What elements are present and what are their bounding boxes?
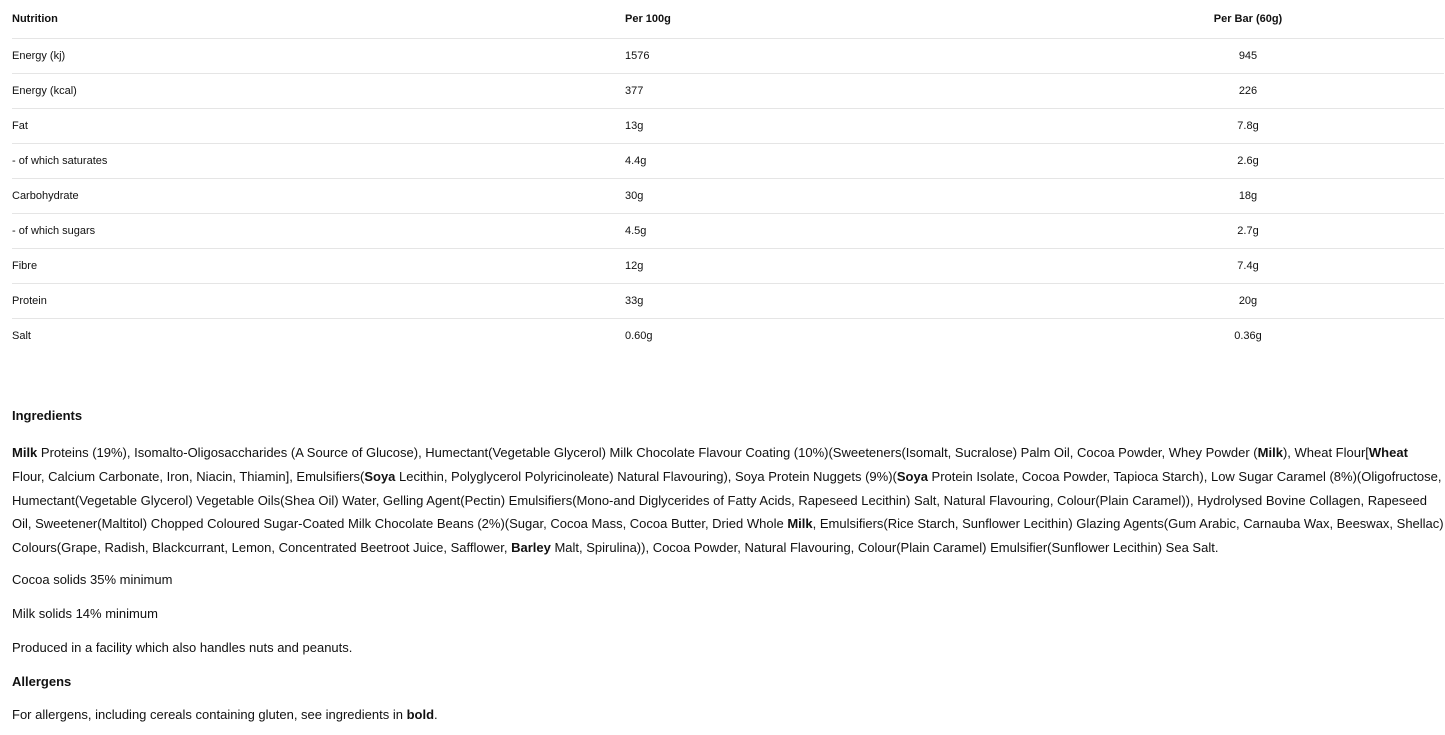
value-per-100g: 12g xyxy=(625,249,1172,284)
header-per-100g: Per 100g xyxy=(625,0,1172,39)
allergen-word: Milk xyxy=(1257,445,1283,460)
nutrient-name: - of which sugars xyxy=(12,214,625,249)
nutrient-name: Fibre xyxy=(12,249,625,284)
ingredient-text: Protein Isolate, Cocoa Powder, Tapioca Starch), Low Sugar Caramel (8%)(Oligofructose, Humectant(Vegetable Glycerol) Vegetable Oils(Shea Oil) Water, Gelling Agent(Pectin) Emulsifiers(Mono-and Diglycerides of Fatty Acids, Rapeseed Lecithin) Salt, Natural Flavouring, Colour(Plain Caramel)), Hydrolysed Bovine Collagen, Rapeseed Oil, Sweetener(Maltitol) Chopped Coloured Sugar-Coated Milk Chocolate Beans (2%)(Sugar, Cocoa Mass, Cocoa Butter, Dried Whole xyxy=(12,468,1442,532)
nutrition-row xyxy=(12,284,1444,319)
value-per-100g: 13g xyxy=(625,109,1172,144)
value-per-bar: 226 xyxy=(1172,74,1324,109)
ingredient-text: Lecithin, Polyglycerol Polyricinoleate) Natural Flavouring), Soya Protein Nuggets (9%)( xyxy=(395,468,897,484)
ingredient-text: Proteins (19%), Isomalto-Oligosaccharides (A Source of Glucose), Humectant(Vegetable Glycerol) Milk Chocolate Flavour Coating (10%)(Sweeteners(Isomalt, Sucralose) Palm Oil, Cocoa Powder, Whey Powder ( xyxy=(37,445,1258,460)
facility-note: Produced in a facility which also handles nuts and peanuts. xyxy=(12,640,353,655)
facility-block xyxy=(12,640,1444,655)
ingredient-text: ), Wheat Flour[ xyxy=(1282,445,1369,460)
ingredient-text: , Emulsifiers(Rice Starch, Sunflower Lecithin) Glazing Agents(Gum Arabic, Carnauba Wax, Beeswax, Shellac) Colours(Grape, Radish, Blackcurrant, Lemon, Concentrated Beetroot Juice, Safflower, xyxy=(12,516,1444,556)
row-spacer xyxy=(1324,319,1444,354)
nutrient-name: Energy (kcal) xyxy=(12,74,625,109)
nutrition-table xyxy=(12,0,1444,353)
nutrition-row xyxy=(12,214,1444,249)
allergens-text-before: For allergens, including cereals containing gluten, see ingredients in xyxy=(12,707,407,722)
value-per-bar: 20g xyxy=(1172,284,1324,319)
value-per-100g: 0.60g xyxy=(625,330,653,342)
product-info-page xyxy=(12,0,1444,722)
row-spacer xyxy=(1324,39,1444,74)
milk-solids-block xyxy=(12,606,1444,621)
allergens-text-after: . xyxy=(434,707,438,722)
allergens-text xyxy=(12,707,1444,722)
ingredient-text: Malt, Spirulina)), Cocoa Powder, Natural Flavouring, Colour(Plain Caramel) Emulsifier(Sunflower Lecithin) Sea Salt. xyxy=(550,540,1219,556)
nutrition-body xyxy=(12,39,1444,354)
row-spacer xyxy=(1324,214,1444,249)
allergen-word: Wheat xyxy=(1368,445,1408,460)
nutrition-row xyxy=(12,319,1444,354)
nutrition-row xyxy=(12,249,1444,284)
value-per-100g: 377 xyxy=(625,74,1172,109)
nutrition-row xyxy=(12,144,1444,179)
allergen-word: Milk xyxy=(787,516,813,532)
value-per-bar: 7.8g xyxy=(1172,109,1324,144)
value-per-100g: 1576 xyxy=(625,39,1172,74)
header-spacer xyxy=(1324,0,1444,39)
value-per-bar: 7.4g xyxy=(1172,249,1324,284)
value-per-bar: 2.6g xyxy=(1172,144,1324,179)
row-spacer xyxy=(1324,249,1444,284)
row-spacer xyxy=(1324,109,1444,144)
allergen-word: Milk xyxy=(12,445,38,460)
header-per-bar: Per Bar (60g) xyxy=(1172,0,1324,39)
nutrient-name: Energy (kj) xyxy=(12,39,625,74)
ingredients-block xyxy=(12,441,1444,560)
nutrient-name: Carbohydrate xyxy=(12,179,625,214)
ingredients-heading: Ingredients xyxy=(12,408,83,423)
value-per-100g: 4.4g xyxy=(625,144,1172,179)
value-per-100g: 4.5g xyxy=(625,214,1172,249)
row-spacer xyxy=(1324,179,1444,214)
row-spacer xyxy=(1324,284,1444,319)
row-spacer xyxy=(1324,74,1444,109)
ingredient-text: Flour, Calcium Carbonate, Iron, Niacin, Thiamin], Emulsifiers( xyxy=(12,468,365,484)
nutrient-name: Protein xyxy=(12,284,625,319)
nutrition-row xyxy=(12,179,1444,214)
allergens-text-bold: bold xyxy=(406,707,435,722)
value-per-bar: 945 xyxy=(1172,39,1324,74)
value-per-100g: 30g xyxy=(625,179,1172,214)
milk-solids-text: Milk solids 14% minimum xyxy=(12,606,158,621)
value-per-bar: 2.7g xyxy=(1172,214,1324,249)
ingredients-section xyxy=(12,408,1444,423)
cocoa-solids-block xyxy=(12,572,1444,587)
allergens-section xyxy=(12,674,1444,689)
cocoa-solids-text: Cocoa solids 35% minimum xyxy=(12,572,173,587)
value-per-bar: 18g xyxy=(1172,179,1324,214)
header-nutrition: Nutrition xyxy=(12,0,625,39)
allergen-word: Soya xyxy=(364,468,396,484)
nutrient-name: Salt xyxy=(12,330,31,342)
allergen-word: Barley xyxy=(511,540,551,556)
allergens-block xyxy=(12,707,1444,722)
row-spacer xyxy=(1324,144,1444,179)
nutrition-row xyxy=(12,109,1444,144)
nutrition-header-row xyxy=(12,0,1444,39)
nutrient-name: Fat xyxy=(12,109,625,144)
nutrition-row xyxy=(12,39,1444,74)
value-per-100g: 33g xyxy=(625,284,1172,319)
allergen-word: Soya xyxy=(896,468,928,484)
value-per-bar: 0.36g xyxy=(1234,330,1262,342)
ingredients-list xyxy=(12,441,1444,560)
allergens-heading: Allergens xyxy=(12,674,72,689)
nutrient-name: - of which saturates xyxy=(12,144,625,179)
nutrition-row xyxy=(12,74,1444,109)
